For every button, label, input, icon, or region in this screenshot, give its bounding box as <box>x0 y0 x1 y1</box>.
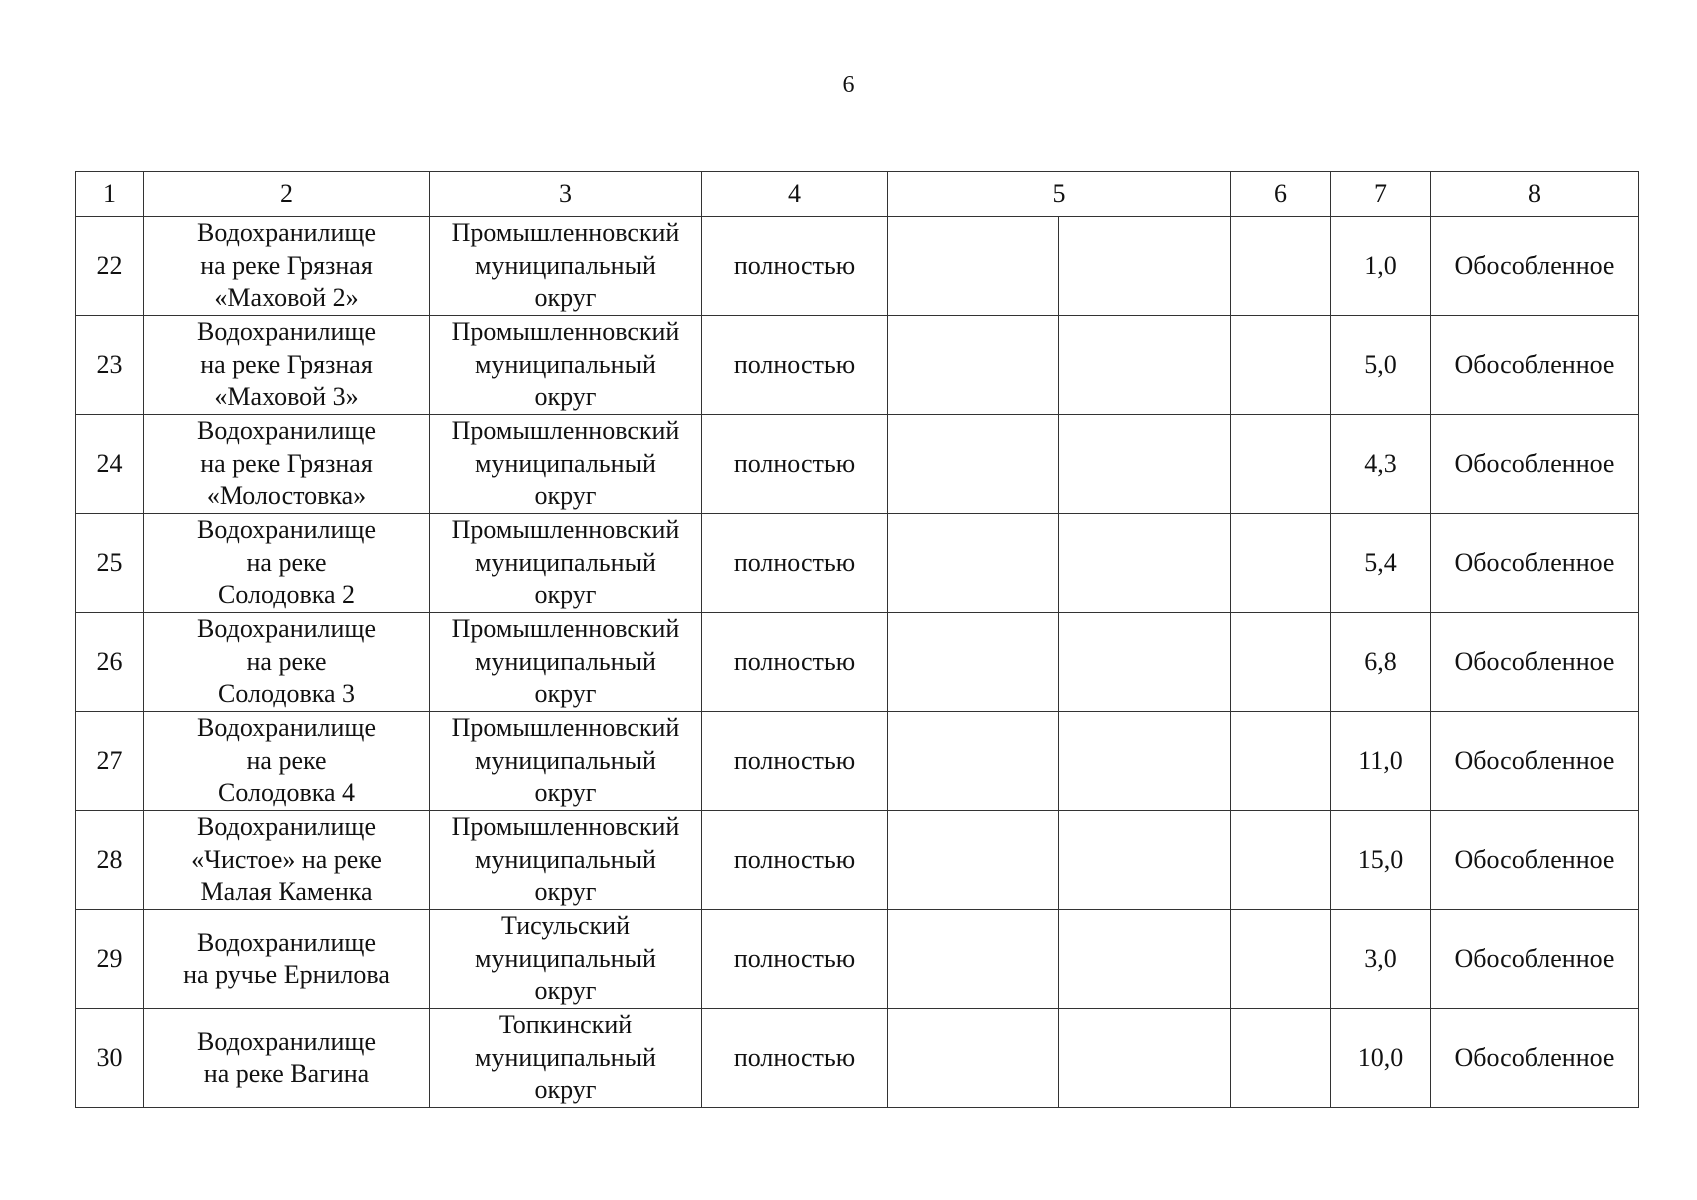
reservoir-name-line: на реке Грязная <box>200 250 373 280</box>
district-line: муниципальный <box>475 448 656 478</box>
district-line: Промышленновский <box>451 713 680 743</box>
header-col-4: 4 <box>702 172 888 217</box>
value-cell: 11,0 <box>1331 712 1431 811</box>
district-cell <box>430 316 702 415</box>
type-cell: Обособленное <box>1431 1009 1639 1108</box>
district-line: Промышленновский <box>451 812 680 842</box>
district-line: Топкинский <box>498 1010 633 1040</box>
value-cell: 5,0 <box>1331 316 1431 415</box>
reservoir-name-cell <box>144 415 430 514</box>
type-cell: Обособленное <box>1431 514 1639 613</box>
district-line: округ <box>534 778 597 808</box>
reservoir-name-line: на реке <box>246 745 327 775</box>
reservoir-name-cell <box>144 316 430 415</box>
row-number-cell: 29 <box>76 910 144 1009</box>
extent-cell: полностью <box>702 415 888 514</box>
header-col-6: 6 <box>1231 172 1331 217</box>
col-5a-cell <box>888 316 1059 415</box>
district-line: округ <box>534 679 597 709</box>
value-cell: 6,8 <box>1331 613 1431 712</box>
col-5b-cell <box>1059 613 1231 712</box>
district-line: округ <box>534 283 597 313</box>
reservoir-name-cell <box>144 712 430 811</box>
reservoir-name-cell <box>144 613 430 712</box>
reservoir-name-line: на реке Вагина <box>203 1059 370 1088</box>
reservoir-name-line: на реке Грязная <box>200 349 373 379</box>
header-col-7: 7 <box>1331 172 1431 217</box>
col-5b-cell <box>1059 811 1231 910</box>
district-line: муниципальный <box>475 1042 656 1072</box>
header-col-8: 8 <box>1431 172 1639 217</box>
reservoir-name-line: Водохранилище <box>197 812 376 842</box>
table-row <box>76 1009 1639 1108</box>
extent-cell: полностью <box>702 613 888 712</box>
col-5a-cell <box>888 811 1059 910</box>
type-cell: Обособленное <box>1431 316 1639 415</box>
reservoir-name-line: Водохранилище <box>197 515 376 545</box>
extent-cell: полностью <box>702 712 888 811</box>
district-line: муниципальный <box>475 349 656 379</box>
district-line: Промышленновский <box>451 515 680 545</box>
district-cell <box>430 1009 702 1108</box>
extent-cell: полностью <box>702 217 888 316</box>
extent-cell: полностью <box>702 811 888 910</box>
reservoir-name-line: «Маховой 2» <box>214 283 359 313</box>
reservoir-name-line: Водохранилище <box>197 416 376 446</box>
header-col-1: 1 <box>76 172 144 217</box>
col-6-cell <box>1231 316 1331 415</box>
reservoir-name-line: Солодовка 2 <box>217 580 355 610</box>
reservoir-table <box>75 171 1639 1108</box>
district-line: Промышленновский <box>451 614 680 644</box>
col-6-cell <box>1231 1009 1331 1108</box>
type-cell: Обособленное <box>1431 811 1639 910</box>
extent-cell: полностью <box>702 316 888 415</box>
value-cell: 3,0 <box>1331 910 1431 1009</box>
table-row <box>76 712 1639 811</box>
value-cell: 5,4 <box>1331 514 1431 613</box>
col-5a-cell <box>888 1009 1059 1108</box>
type-cell: Обособленное <box>1431 415 1639 514</box>
district-line: округ <box>534 382 597 412</box>
col-5a-cell <box>888 415 1059 514</box>
row-number-cell: 23 <box>76 316 144 415</box>
reservoir-name-line: Водохранилище <box>197 614 376 644</box>
district-cell <box>430 910 702 1009</box>
reservoir-name-line: Водохранилище <box>197 218 376 248</box>
table-header-row <box>76 172 1639 217</box>
table-body <box>76 172 1639 1108</box>
reservoir-name-line: Водохранилище <box>197 317 376 347</box>
value-cell: 15,0 <box>1331 811 1431 910</box>
reservoir-name-line: Водохранилище <box>197 1026 376 1056</box>
district-line: муниципальный <box>475 646 656 676</box>
table-row <box>76 811 1639 910</box>
district-line: Промышленновский <box>451 416 680 446</box>
district-line: Тисульский <box>500 911 631 941</box>
col-5b-cell <box>1059 217 1231 316</box>
reservoir-name-line: Водохранилище <box>197 713 376 743</box>
district-line: округ <box>534 580 597 610</box>
district-line: муниципальный <box>475 943 656 973</box>
extent-cell: полностью <box>702 1009 888 1108</box>
row-number-cell: 24 <box>76 415 144 514</box>
district-cell <box>430 712 702 811</box>
reservoir-name-cell <box>144 811 430 910</box>
col-6-cell <box>1231 910 1331 1009</box>
type-cell: Обособленное <box>1431 910 1639 1009</box>
reservoir-name-line: «Молостовка» <box>206 481 367 511</box>
table-row <box>76 316 1639 415</box>
col-5a-cell <box>888 217 1059 316</box>
district-line: Промышленновский <box>451 317 680 347</box>
reservoir-name-cell <box>144 217 430 316</box>
extent-cell: полностью <box>702 514 888 613</box>
type-cell: Обособленное <box>1431 613 1639 712</box>
row-number-cell: 26 <box>76 613 144 712</box>
table-row <box>76 514 1639 613</box>
col-6-cell <box>1231 217 1331 316</box>
district-line: муниципальный <box>475 250 656 280</box>
col-6-cell <box>1231 811 1331 910</box>
district-line: Промышленновский <box>451 218 680 248</box>
row-number-cell: 28 <box>76 811 144 910</box>
district-line: муниципальный <box>475 844 656 874</box>
header-col-3: 3 <box>430 172 702 217</box>
value-cell: 1,0 <box>1331 217 1431 316</box>
col-5b-cell <box>1059 514 1231 613</box>
district-line: муниципальный <box>475 745 656 775</box>
table-row <box>76 910 1639 1009</box>
page-number: 6 <box>842 72 855 98</box>
row-number-cell: 22 <box>76 217 144 316</box>
col-5b-cell <box>1059 910 1231 1009</box>
reservoir-name-cell <box>144 514 430 613</box>
col-5b-cell <box>1059 415 1231 514</box>
reservoir-name-cell <box>144 910 430 1009</box>
district-cell <box>430 613 702 712</box>
reservoir-name-line: на реке Грязная <box>200 448 373 478</box>
district-line: муниципальный <box>475 547 656 577</box>
district-cell <box>430 415 702 514</box>
reservoir-name-line: Солодовка 3 <box>217 679 355 709</box>
district-line: округ <box>534 481 597 511</box>
row-number-cell: 30 <box>76 1009 144 1108</box>
col-5b-cell <box>1059 1009 1231 1108</box>
reservoir-name-line: «Чистое» на реке <box>191 844 382 874</box>
col-5b-cell <box>1059 712 1231 811</box>
reservoir-name-line: Водохранилище <box>197 927 376 957</box>
header-col-5: 5 <box>888 172 1231 217</box>
col-6-cell <box>1231 514 1331 613</box>
col-5a-cell <box>888 712 1059 811</box>
table-row <box>76 217 1639 316</box>
district-cell <box>430 514 702 613</box>
col-5a-cell <box>888 514 1059 613</box>
district-line: округ <box>534 1075 597 1105</box>
value-cell: 4,3 <box>1331 415 1431 514</box>
reservoir-name-line: на реке <box>246 547 327 577</box>
row-number-cell: 27 <box>76 712 144 811</box>
reservoir-name-line: на реке <box>246 646 327 676</box>
district-line: округ <box>534 976 597 1006</box>
district-cell <box>430 811 702 910</box>
col-6-cell <box>1231 613 1331 712</box>
extent-cell: полностью <box>702 910 888 1009</box>
col-5a-cell <box>888 613 1059 712</box>
table-row <box>76 613 1639 712</box>
reservoir-name-line: на ручье Ернилова <box>183 960 390 989</box>
reservoir-name-line: Солодовка 4 <box>217 778 355 808</box>
district-line: округ <box>534 877 597 907</box>
type-cell: Обособленное <box>1431 217 1639 316</box>
col-6-cell <box>1231 415 1331 514</box>
col-5a-cell <box>888 910 1059 1009</box>
reservoir-name-line: «Маховой 3» <box>214 382 359 412</box>
reservoir-name-cell <box>144 1009 430 1108</box>
district-cell <box>430 217 702 316</box>
row-number-cell: 25 <box>76 514 144 613</box>
col-6-cell <box>1231 712 1331 811</box>
value-cell: 10,0 <box>1331 1009 1431 1108</box>
col-5b-cell <box>1059 316 1231 415</box>
table-row <box>76 415 1639 514</box>
header-col-2: 2 <box>144 172 430 217</box>
type-cell: Обособленное <box>1431 712 1639 811</box>
reservoir-name-line: Малая Каменка <box>200 877 373 907</box>
